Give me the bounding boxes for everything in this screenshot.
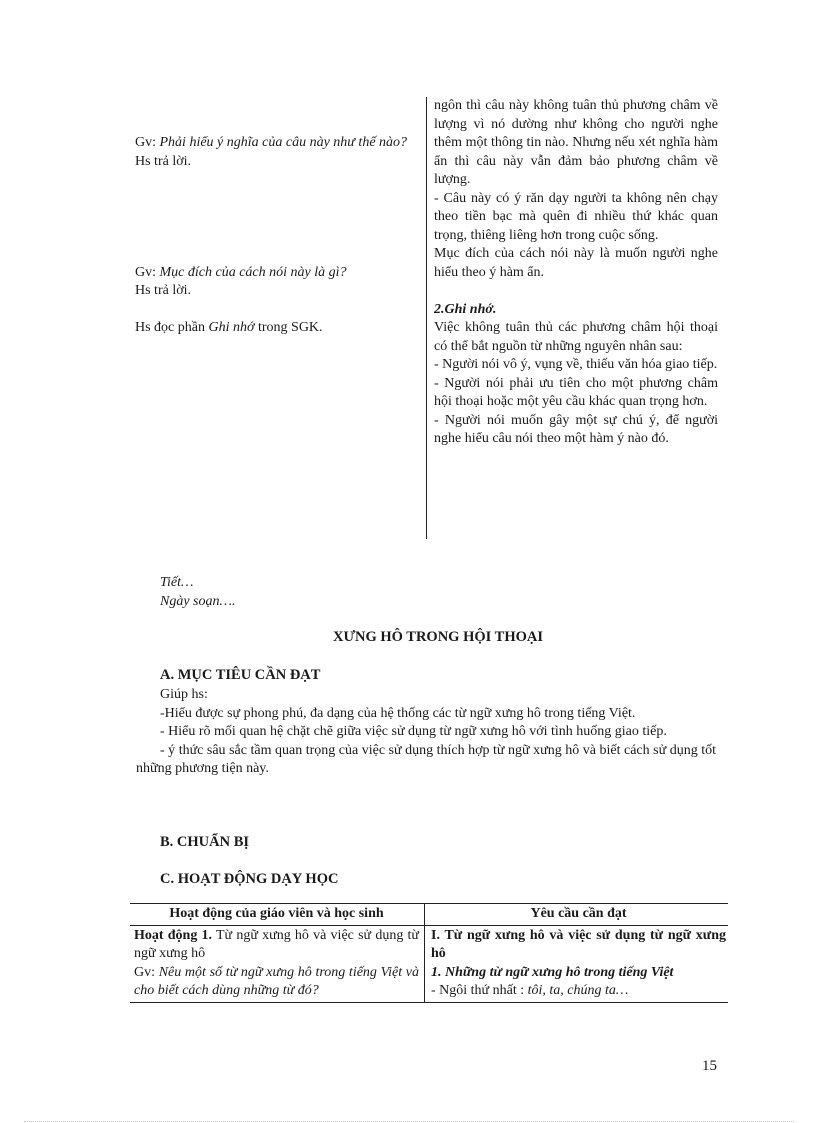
ghinho-intro: Việc không tuân thủ các phương châm hội thoại có thể bắt nguồn từ những nguyên nhân sau: [434,320,718,354]
section-a-heading: A. MỤC TIÊU CẦN ĐẠT [160,667,321,683]
purpose-answer: Mục đích của cách nói này là muốn người nghe hiểu theo ý hàm ẩn. [434,246,718,280]
activity-table-header [130,903,728,926]
ngay-soan-label: Ngày soạn…. [160,593,236,609]
section-c-heading: C. HOẠT ĐỘNG DẠY HỌC [160,871,339,887]
footer-dotted-rule [24,1121,794,1122]
activity-table-row [130,926,728,1003]
header-teacher-student: Hoạt động của giáo viên và học sinh [130,904,425,925]
activity-cell-right [425,926,728,1002]
objective-item: - Hiểu rõ mối quan hệ chặt chẽ giữa việc sử dụng từ ngữ xưng hô với tình huống giao tiếp. [160,724,667,739]
student-answer-2: Hs trả lời. [135,283,192,298]
student-answer-1: Hs trả lời. [135,153,192,169]
objective-item: -Hiểu được sự phong phú, đa dạng của hệ thống các từ ngữ xưng hô trong tiếng Việt. [160,705,636,721]
activity-table [130,903,728,1003]
requirement-heading-2: 1. Những từ ngữ xưng hô trong tiếng Việt [431,964,674,980]
requirement-item: - Ngôi thứ nhất : tôi, ta, chúng ta… [431,983,629,998]
top-table-left-column [135,134,420,338]
activity-1-title: Hoạt động 1. Từ ngữ xưng hô và việc sử dụng từ ngữ xưng hô [134,927,420,961]
tiet-label: Tiết… [160,575,194,590]
page-number: 15 [702,1058,717,1074]
teacher-question-1: Gv: Phải hiểu ý nghĩa của câu này như thế nào? [135,135,408,150]
section-b-heading: B. CHUẨN BỊ [160,834,250,850]
requirement-heading-1: I. Từ ngữ xưng hô và việc sử dụng từ ngữ xưng hô [431,927,726,961]
activity-cell-left [130,926,425,1002]
ghinho-bullet: - Người nói muốn gây một sự chú ý, để người nghe hiểu câu nói theo một hàm ý nào đó. [434,412,718,446]
objectives-block [136,686,716,779]
teacher-question-2: Gv: Mục đích của cách nói này là gì? [135,264,347,280]
header-requirements: Yêu cầu cần đạt [530,906,627,921]
activity-1-question: Gv: Nêu một số từ ngữ xưng hô trong tiếng Việt và cho biết cách dùng những từ đó? [134,964,420,998]
top-table-right-column [434,97,718,449]
ghinho-heading: 2.Ghi nhớ. [434,301,497,317]
lesson-title: XƯNG HÔ TRONG HỘI THOẠI [332,629,543,645]
objectives-intro: Giúp hs: [160,687,208,702]
objective-item: - ý thức sâu sắc tầm quan trọng của việc sử dụng thích hợp từ ngữ xưng hô và biết cách sử dụng tốt những phương tiện này. [136,742,716,776]
analysis-bullet: - Câu này có ý răn dạy người ta không nên chạy theo tiền bạc mà quên đi nhiều thứ khác quan trọng, thiêng liêng hơn trong cuộc sống. [434,190,718,243]
column-divider [426,97,427,539]
analysis-paragraph: ngôn thì câu này không tuân thủ phương châm về lượng vì nó dường như không cho người nghe thêm một thông tin nào. Nhưng nếu xét nghĩa hàm ẩn thì câu này vẫn đảm bảo phương châm về lượng. [434,98,718,187]
read-ghinho-instruction: Hs đọc phần Ghi nhớ trong SGK. [135,320,323,335]
ghinho-bullet: - Người nói vô ý, vụng về, thiếu văn hóa giao tiếp. [434,357,718,372]
ghinho-bullet: - Người nói phải ưu tiên cho một phương châm hội thoại hoặc một yêu cầu khác quan trọng hơn. [434,375,718,409]
lesson-meta [160,574,235,611]
